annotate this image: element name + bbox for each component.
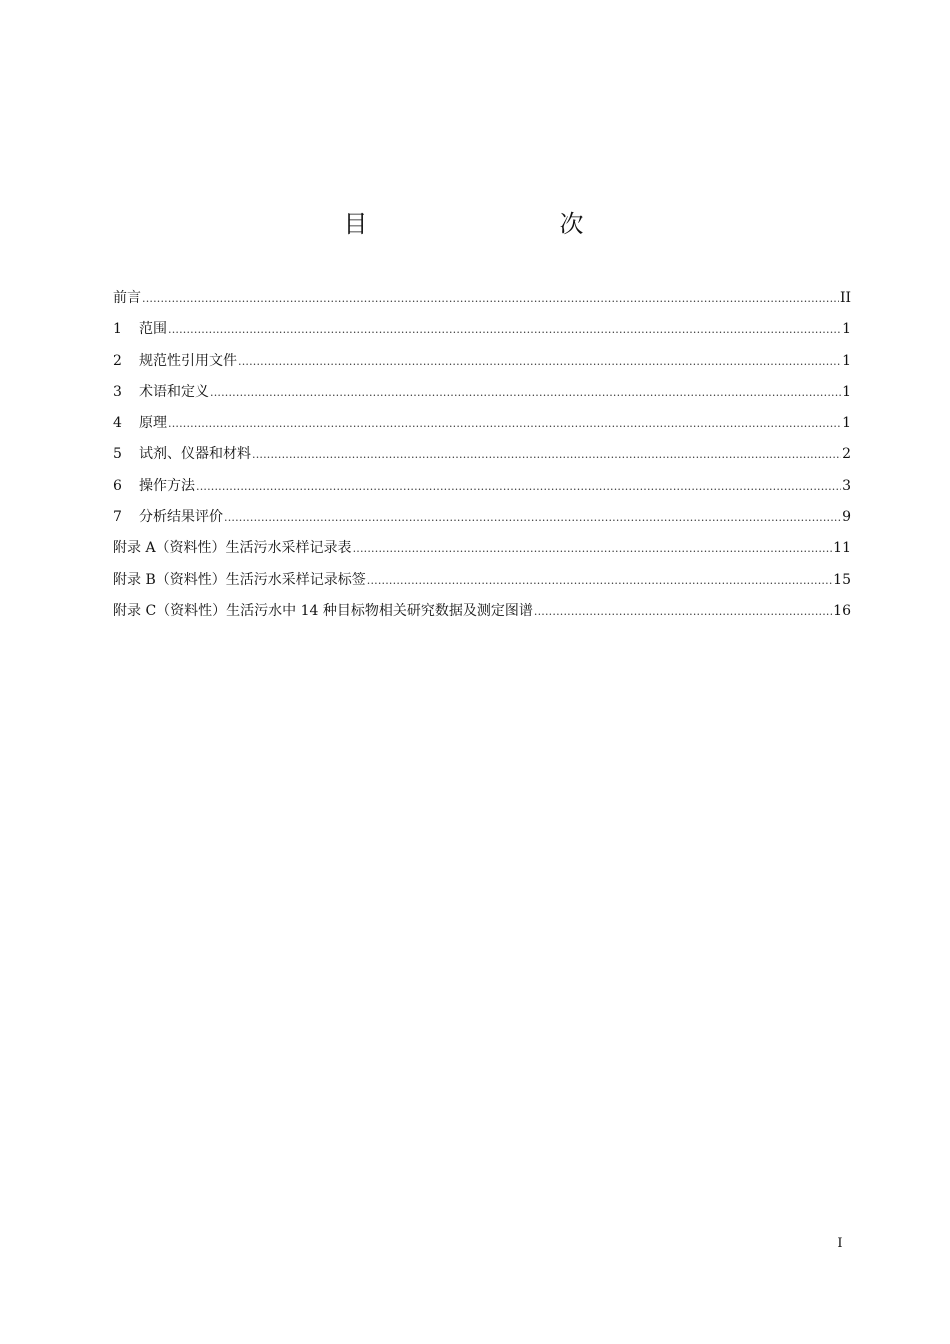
toc-dot-leader bbox=[168, 314, 841, 345]
toc-entry-number: 1 bbox=[113, 321, 122, 338]
toc-entry-page: 2 bbox=[842, 446, 851, 463]
toc-entry-label: 前言 bbox=[113, 290, 141, 306]
toc-entry-page: 11 bbox=[833, 540, 851, 557]
page-title: 目 次 bbox=[343, 210, 632, 238]
toc-entry[interactable] bbox=[113, 565, 851, 596]
toc-entry[interactable] bbox=[113, 314, 851, 345]
toc-dot-leader bbox=[142, 283, 839, 314]
toc-entry[interactable] bbox=[113, 408, 851, 439]
toc-entry-page: 1 bbox=[842, 383, 851, 400]
toc-dot-leader bbox=[252, 439, 841, 470]
toc-entry-page: 1 bbox=[842, 352, 851, 369]
toc-entry[interactable] bbox=[113, 502, 851, 533]
toc-entry[interactable] bbox=[113, 346, 851, 377]
toc-entry-page: 15 bbox=[833, 571, 851, 588]
table-of-contents bbox=[113, 283, 851, 627]
toc-entry[interactable] bbox=[113, 533, 851, 564]
toc-entry[interactable] bbox=[113, 377, 851, 408]
toc-entry-label: 附录 B（资料性）生活污水采样记录标签 bbox=[113, 571, 366, 588]
toc-dot-leader bbox=[224, 502, 841, 533]
toc-entry-label: 原理 bbox=[139, 415, 167, 432]
toc-entry-page: 1 bbox=[842, 321, 851, 338]
toc-entry-number: 2 bbox=[113, 352, 122, 369]
toc-entry-page: II bbox=[839, 290, 851, 306]
toc-entry[interactable] bbox=[113, 471, 851, 502]
page-number: I bbox=[837, 1236, 843, 1251]
toc-entry-page: 16 bbox=[833, 602, 851, 619]
toc-entry-label: 术语和定义 bbox=[139, 383, 209, 400]
toc-entry-label: 操作方法 bbox=[139, 477, 195, 494]
toc-entry-page: 3 bbox=[842, 477, 851, 494]
toc-entry-number: 4 bbox=[113, 415, 122, 432]
toc-entry-number: 7 bbox=[113, 509, 122, 526]
toc-dot-leader bbox=[238, 346, 841, 377]
toc-dot-leader bbox=[210, 377, 841, 408]
toc-entry[interactable] bbox=[113, 439, 851, 470]
toc-entry-label: 范围 bbox=[139, 321, 167, 338]
toc-dot-leader bbox=[534, 596, 832, 627]
toc-entry-label: 分析结果评价 bbox=[139, 509, 223, 526]
toc-dot-leader bbox=[168, 408, 841, 439]
toc-entry-label: 附录 A（资料性）生活污水采样记录表 bbox=[113, 540, 352, 557]
toc-entry-page: 9 bbox=[842, 509, 851, 526]
toc-entry-page: 1 bbox=[842, 415, 851, 432]
toc-dot-leader bbox=[196, 471, 841, 502]
toc-dot-leader bbox=[367, 565, 832, 596]
toc-dot-leader bbox=[353, 533, 833, 564]
toc-entry[interactable] bbox=[113, 283, 851, 314]
toc-entry-label: 规范性引用文件 bbox=[139, 352, 237, 369]
toc-entry-number: 6 bbox=[113, 477, 122, 494]
toc-entry-number: 3 bbox=[113, 383, 122, 400]
toc-entry[interactable] bbox=[113, 596, 851, 627]
toc-entry-number: 5 bbox=[113, 446, 122, 463]
toc-entry-label: 附录 C（资料性）生活污水中 14 种目标物相关研究数据及测定图谱 bbox=[113, 602, 533, 619]
toc-entry-label: 试剂、仪器和材料 bbox=[139, 446, 251, 463]
